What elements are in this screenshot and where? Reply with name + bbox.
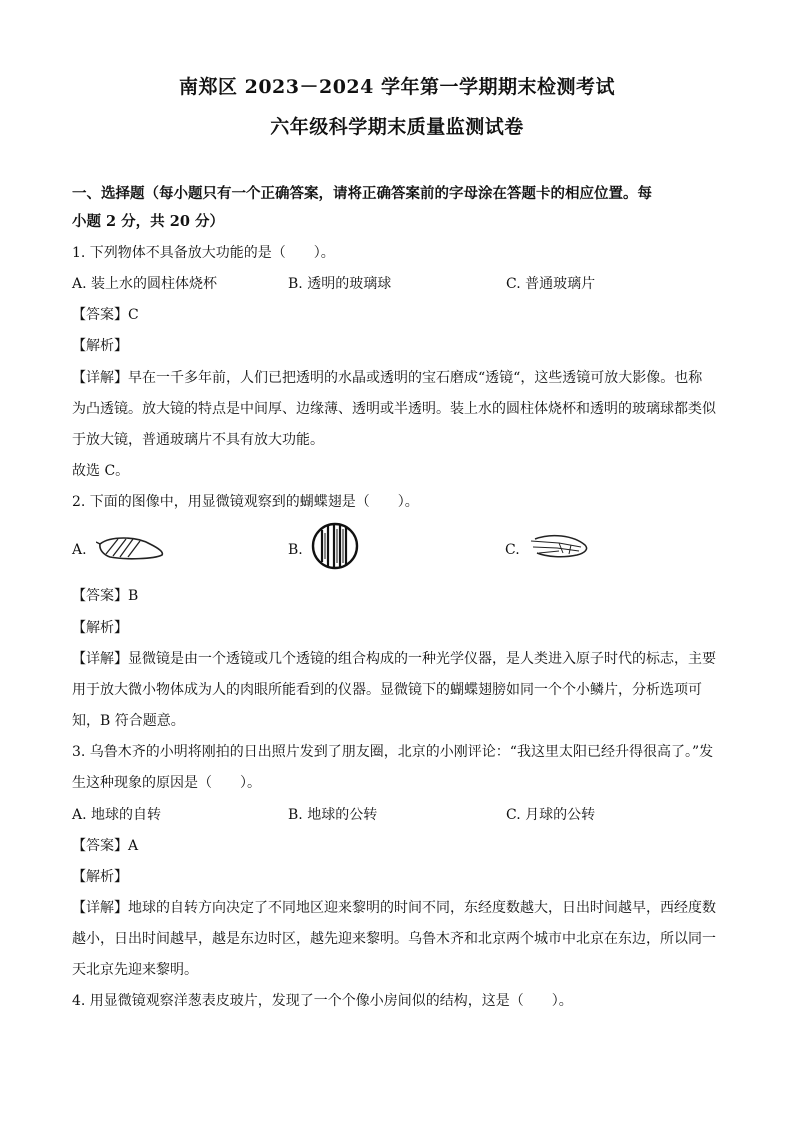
q2-option-a [72,540,87,560]
q2-option-b-label: B. [288,542,303,558]
exam-subtitle: 六年级科学期末质量监测试卷 [270,116,524,138]
q3-detail-3: 天北京先迎来黎明。 [72,962,198,978]
q1-detail-3: 于放大镜，普通玻璃片不具有放大功能。 [72,432,324,448]
q4-stem: 4. 用显微镜观察洋葱表皮玻片，发现了一个个像小房间似的结构，这是（ ）。 [72,993,573,1009]
q3-answer: 【答案】A [72,838,139,854]
q1-detail-2: 为凸透镜。放大镜的特点是中间厚、边缘薄、透明或半透明。装上水的圆柱体烧杯和透明的玻璃球都类似 [72,401,716,417]
q1-conclusion: 故选 C。 [72,463,130,479]
q1-stem: 1. 下列物体不具备放大功能的是（ ）。 [72,245,335,261]
q1-option-a: A. 装上水的圆柱体烧杯 [72,276,218,292]
q2-analysis: 【解析】 [72,620,128,636]
q2-option-b [288,540,303,560]
q1-option-b: B. 透明的玻璃球 [288,276,392,292]
q3-option-a: A. 地球的自转 [72,807,162,823]
q3-stem-2: 生这种现象的原因是（ ）。 [72,775,261,791]
exam-title: 南郑区 2023－2024 学年第一学期期末检测考试 [179,76,615,98]
q2-option-c-label: C. [505,542,520,558]
section-heading-line2: 小题 2 分，共 20 分） [72,213,224,230]
q2-option-a-label: A. [72,542,87,558]
q3-detail-1: 【详解】地球的自转方向决定了不同地区迎来黎明的时间不同，东经度数越大，日出时间越早，西经度数 [72,900,716,916]
q3-stem-1: 3. 乌鲁木齐的小明将刚拍的日出照片发到了朋友圈，北京的小刚评论：“我这里太阳已经升得很高了。”发 [72,744,714,760]
q1-analysis: 【解析】 [72,338,128,354]
microscope-view-icon [310,521,360,571]
q2-answer: 【答案】B [72,588,139,604]
q1-detail-1: 【详解】早在一千多年前，人们已把透明的水晶或透明的宝石磨成“透镜“，这些透镜可放大影像。也称 [72,370,703,386]
insect-wing-c-icon [529,531,591,565]
q2-option-c [505,540,520,560]
q3-analysis: 【解析】 [72,869,128,885]
q1-answer: 【答案】C [72,307,139,323]
insect-wing-a-icon [96,532,168,566]
q2-detail-3: 知，B 符合题意。 [72,713,185,729]
q1-option-c: C. 普通玻璃片 [506,276,596,292]
q2-detail-1: 【详解】显微镜是由一个透镜或几个透镜的组合构成的一种光学仪器，是人类进入原子时代的标志，主要 [72,651,716,667]
q2-stem: 2. 下面的图像中，用显微镜观察到的蝴蝶翅是（ ）。 [72,494,419,510]
section-heading-line1: 一、选择题（每小题只有一个正确答案，请将正确答案前的字母涂在答题卡的相应位置。每 [72,185,652,202]
q3-option-c: C. 月球的公转 [506,807,596,823]
q3-detail-2: 越小，日出时间越早，越是东边时区，越先迎来黎明。乌鲁木齐和北京两个城市中北京在东边，所以同一 [72,931,716,947]
q3-option-b: B. 地球的公转 [288,807,378,823]
q2-detail-2: 用于放大微小物体成为人的肉眼所能看到的仪器。显微镜下的蝴蝶翅膀如同一个个小鳞片，分析选项可 [72,682,702,698]
